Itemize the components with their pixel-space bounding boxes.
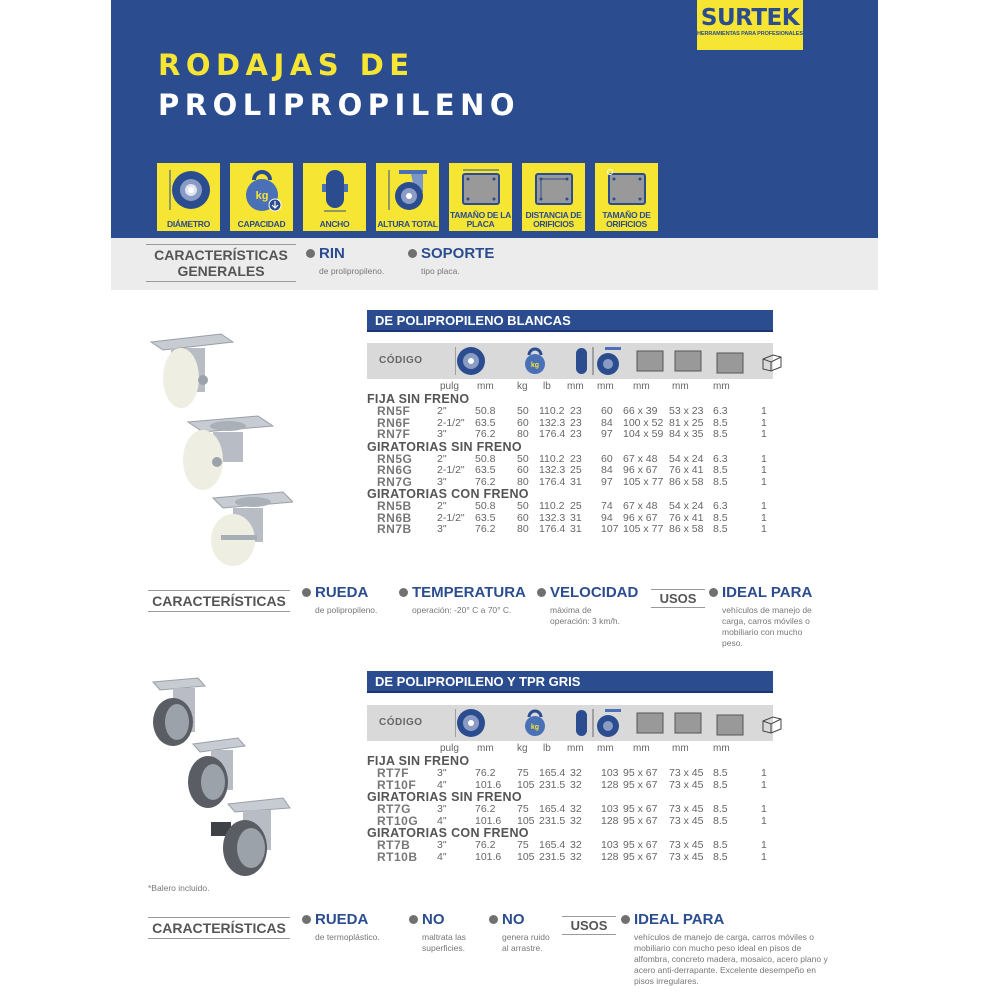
characteristics-title: CARACTERÍSTICAS xyxy=(148,590,290,612)
product-code: RN7G xyxy=(377,474,413,489)
table-cell: 97 xyxy=(601,475,613,488)
legend-label: CAPACIDAD xyxy=(237,219,286,229)
table-cell: 1 xyxy=(761,405,767,417)
group-header: FIJA SIN FRENO xyxy=(367,392,470,406)
table-cell: 76.2 xyxy=(475,428,496,440)
table-row xyxy=(367,474,773,489)
svg-text:kg: kg xyxy=(530,362,540,369)
diameter-icon xyxy=(166,168,212,212)
table-cell: 105 xyxy=(517,778,535,791)
table-cell: 84 xyxy=(601,416,613,429)
table-cell: 110.2 xyxy=(539,405,565,417)
product-code: RT7G xyxy=(377,802,412,816)
feature-desc: máxima de operación: 3 km/h. xyxy=(550,605,620,626)
bullet-icon xyxy=(621,915,630,924)
table-cell: 1 xyxy=(761,452,767,465)
table-cell: 105 xyxy=(517,850,535,863)
product-code: RN6B xyxy=(377,510,412,525)
product-code: RT10G xyxy=(377,813,419,828)
feature-velocidad xyxy=(537,585,647,627)
table-cell: 76.2 xyxy=(475,475,496,488)
table-cell: 32 xyxy=(570,767,582,779)
feature-desc: maltrata las superficies. xyxy=(422,932,466,953)
table-cell: 32 xyxy=(570,839,582,851)
table-cell: 1 xyxy=(761,850,767,863)
package-icon xyxy=(763,355,781,371)
feature-ideal-para xyxy=(709,585,839,649)
table-row xyxy=(367,840,773,852)
feature-desc: tipo placa. xyxy=(421,266,460,276)
table-cell: 8.5 xyxy=(713,814,728,827)
table-cell: 1 xyxy=(761,814,767,827)
table-cell: 3" xyxy=(437,428,447,440)
feature-ideal-para xyxy=(621,912,841,987)
table-cell: 31 xyxy=(570,475,582,488)
table-cell: 74 xyxy=(601,500,613,512)
table-cell: 73 x 45 xyxy=(669,803,704,815)
table-row xyxy=(367,849,773,864)
table-cell: 86 x 58 xyxy=(669,475,704,488)
product-code: RN5F xyxy=(377,404,411,418)
legend-total-height xyxy=(376,163,439,231)
table-cell: 32 xyxy=(570,814,582,827)
table-cell: 4" xyxy=(437,814,447,827)
bullet-icon xyxy=(399,588,408,597)
table-cell: 3" xyxy=(437,523,447,535)
table-cell: 63.5 xyxy=(475,511,496,524)
table-cell: 95 x 67 xyxy=(623,850,658,863)
table-cell: 8.5 xyxy=(713,464,728,476)
table-cell: 104 x 59 xyxy=(623,428,664,440)
table-cell: 107 xyxy=(601,523,619,535)
feature-no-ruido xyxy=(489,912,559,954)
table-row xyxy=(367,524,773,536)
table-cell: 76.2 xyxy=(475,523,496,535)
table-cell: 23 xyxy=(570,405,582,417)
plate-size-icon xyxy=(457,168,505,208)
table-cell: 1 xyxy=(761,839,767,851)
table-cell: 176.4 xyxy=(539,428,566,440)
product-code: RN6F xyxy=(377,415,411,430)
legend-diameter xyxy=(157,163,220,231)
legend-label: DIÁMETRO xyxy=(167,219,210,229)
table-cell: 6.3 xyxy=(713,452,728,465)
table-cell: 73 x 45 xyxy=(669,814,704,827)
feature-head: RUEDA xyxy=(315,584,369,601)
table-body-blancas xyxy=(367,393,773,536)
table-cell: 165.4 xyxy=(539,767,566,779)
table-cell: 50.8 xyxy=(475,452,496,465)
table-cell: 2" xyxy=(437,452,447,465)
table-cell: 105 xyxy=(517,814,535,827)
feature-desc: de polipropileno. xyxy=(315,605,378,615)
table-cell: 63.5 xyxy=(475,416,496,429)
table-cell: 60 xyxy=(517,511,529,524)
catalog-page xyxy=(111,0,878,1000)
hole-distance-icon xyxy=(675,351,701,371)
table-cell: 66 x 39 xyxy=(623,405,658,417)
table-cell: 4" xyxy=(437,778,447,791)
table-cell: 54 x 24 xyxy=(669,500,704,512)
table-cell: 8.5 xyxy=(713,475,728,488)
table-cell: 73 x 45 xyxy=(669,767,704,779)
unit: mm xyxy=(633,743,650,754)
width-icon xyxy=(576,348,587,374)
table-cell: 3" xyxy=(437,475,447,488)
general-characteristics-title xyxy=(146,244,296,282)
feature-rueda xyxy=(302,912,380,943)
table-cell: 67 x 48 xyxy=(623,500,658,512)
table-cell: 23 xyxy=(570,452,582,465)
table-cell: 86 x 58 xyxy=(669,523,704,535)
table-cell: 2" xyxy=(437,405,447,417)
brand-name: SURTEK xyxy=(700,5,800,31)
table-cell: 95 x 67 xyxy=(623,767,658,779)
table-cell: 31 xyxy=(570,523,582,535)
table-cell: 2-1/2" xyxy=(437,511,465,524)
table-cell: 81 x 25 xyxy=(669,416,704,429)
unit: kg xyxy=(517,743,528,754)
table-cell: 25 xyxy=(570,500,582,512)
table-cell: 3" xyxy=(437,839,447,851)
table-cell: 97 xyxy=(601,428,613,440)
table-cell: 63.5 xyxy=(475,464,496,476)
table-cell: 8.5 xyxy=(713,523,728,535)
group-header: GIRATORIAS SIN FRENO xyxy=(367,790,522,804)
hole-size-icon xyxy=(717,353,743,373)
legend-hole-distance xyxy=(522,163,585,231)
table-cell: 1 xyxy=(761,475,767,488)
table-header-icons xyxy=(455,707,795,739)
table-cell: 176.4 xyxy=(539,523,566,535)
bullet-icon xyxy=(489,915,498,924)
feature-rin xyxy=(306,246,384,277)
table-cell: 80 xyxy=(517,475,529,488)
table-cell: 1 xyxy=(761,767,767,779)
table-cell: 96 x 67 xyxy=(623,511,658,524)
table-cell: 103 xyxy=(601,839,619,851)
legend-width xyxy=(303,163,366,231)
feature-head: RIN xyxy=(319,245,345,262)
table-cell: 60 xyxy=(517,464,529,476)
table-cell: 1 xyxy=(761,464,767,476)
table-cell: 8.5 xyxy=(713,428,728,440)
feature-head: NO xyxy=(502,911,525,928)
table-cell: 8.5 xyxy=(713,767,728,779)
table-cell: 73 x 45 xyxy=(669,850,704,863)
feature-head: SOPORTE xyxy=(421,245,495,262)
table-cell: 31 xyxy=(570,511,582,524)
table-body-tpr-gris xyxy=(367,755,773,863)
table-cell: 80 xyxy=(517,523,529,535)
group-header: GIRATORIAS CON FRENO xyxy=(367,826,529,840)
table-cell: 8.5 xyxy=(713,850,728,863)
table-cell: 132.3 xyxy=(539,416,566,429)
product-code: RN5G xyxy=(377,451,413,466)
table-row xyxy=(367,406,773,418)
table-cell: 84 x 35 xyxy=(669,428,704,440)
group-header: GIRATORIAS SIN FRENO xyxy=(367,439,522,454)
product-code: RN6G xyxy=(377,463,413,477)
table-cell: 101.6 xyxy=(475,814,502,827)
table-cell: 23 xyxy=(570,416,582,429)
unit: mm xyxy=(567,381,584,392)
group-header: GIRATORIAS CON FRENO xyxy=(367,487,529,501)
table-cell: 54 x 24 xyxy=(669,452,704,465)
width-icon xyxy=(315,168,355,212)
product-code: RT10F xyxy=(377,777,417,792)
table-cell: 76.2 xyxy=(475,767,496,779)
table-cell: 73 x 45 xyxy=(669,839,704,851)
table-cell: 32 xyxy=(570,803,582,815)
table-cell: 1 xyxy=(761,778,767,791)
table-cell: 105 x 77 xyxy=(623,475,664,488)
table-row xyxy=(367,768,773,780)
table-cell: 50.8 xyxy=(475,405,496,417)
legend-label: ANCHO xyxy=(319,219,350,229)
table-cell: 2-1/2" xyxy=(437,464,465,476)
feature-temperatura xyxy=(399,585,529,616)
table-cell: 50 xyxy=(517,405,529,417)
group-header: FIJA SIN FRENO xyxy=(367,754,470,768)
hole-distance-icon xyxy=(530,168,578,208)
table-cell: 231.5 xyxy=(539,850,566,863)
table-cell: 103 xyxy=(601,767,619,779)
table-cell: 75 xyxy=(517,803,529,815)
unit: pulg xyxy=(440,743,459,754)
section-title-blancas: DE POLIPROPILENO BLANCAS xyxy=(367,310,773,332)
plate-size-icon xyxy=(637,351,663,371)
table-cell: 8.5 xyxy=(713,803,728,815)
footnote: *Balero incluido. xyxy=(148,883,210,893)
page-title-line2: PROLIPROPILENO xyxy=(158,88,521,122)
table-cell: 84 xyxy=(601,464,613,476)
bullet-icon xyxy=(537,588,546,597)
unit: mm xyxy=(672,743,689,754)
svg-text:kg: kg xyxy=(530,724,540,731)
table-cell: 6.3 xyxy=(713,500,728,512)
feature-desc: vehículos de manejo de carga, carros móviles o mobiliario con mucho peso. xyxy=(722,605,812,648)
hole-size-icon xyxy=(603,168,651,208)
table-cell: 6.3 xyxy=(713,405,728,417)
feature-desc: de termoplástico. xyxy=(315,932,380,942)
table-cell: 128 xyxy=(601,814,619,827)
product-code: RT7F xyxy=(377,766,409,780)
unit: mm xyxy=(713,381,730,392)
product-code: RN5B xyxy=(377,499,412,513)
table-cell: 132.3 xyxy=(539,464,566,476)
table-cell: 50.8 xyxy=(475,500,496,512)
feature-head: IDEAL PARA xyxy=(722,584,813,601)
table-cell: 132.3 xyxy=(539,511,566,524)
table-cell: 96 x 67 xyxy=(623,464,658,476)
table-cell: 76.2 xyxy=(475,803,496,815)
table-cell: 75 xyxy=(517,839,529,851)
page-title-line1: RODAJAS DE xyxy=(158,48,415,82)
table-cell: 1 xyxy=(761,500,767,512)
table-cell: 100 x 52 xyxy=(623,416,664,429)
table-cell: 32 xyxy=(570,850,582,863)
bullet-icon xyxy=(709,588,718,597)
table-cell: 1 xyxy=(761,511,767,524)
feature-head: IDEAL PARA xyxy=(634,911,725,928)
usos-label: USOS xyxy=(651,589,705,608)
table-cell: 3" xyxy=(437,767,447,779)
table-cell: 2" xyxy=(437,500,447,512)
table-cell: 103 xyxy=(601,803,619,815)
table-header-icons xyxy=(455,345,795,377)
table-row xyxy=(367,813,773,828)
legend-hole-size xyxy=(595,163,658,231)
table-cell: 76 x 41 xyxy=(669,464,704,476)
table-cell: 76.2 xyxy=(475,839,496,851)
table-cell: 231.5 xyxy=(539,814,566,827)
feature-desc: de prolipropileno. xyxy=(319,266,385,276)
table-row xyxy=(367,777,773,792)
unit: mm xyxy=(672,381,689,392)
feature-head: RUEDA xyxy=(315,911,369,928)
table-cell: 75 xyxy=(517,767,529,779)
table-cell: 165.4 xyxy=(539,839,566,851)
column-codigo: CÓDIGO xyxy=(379,355,423,366)
table-cell: 8.5 xyxy=(713,511,728,524)
gray-caster-image xyxy=(133,672,293,882)
table-cell: 165.4 xyxy=(539,803,566,815)
title-line: CARACTERÍSTICAS xyxy=(154,247,288,263)
legend-icons xyxy=(157,163,658,231)
table-cell: 1 xyxy=(761,523,767,535)
table-cell: 105 x 77 xyxy=(623,523,664,535)
table-cell: 95 x 67 xyxy=(623,839,658,851)
table-cell: 25 xyxy=(570,464,582,476)
table-cell: 176.4 xyxy=(539,475,566,488)
column-codigo: CÓDIGO xyxy=(379,717,423,728)
table-cell: 95 x 67 xyxy=(623,814,658,827)
svg-text:kg: kg xyxy=(255,190,268,202)
unit: mm xyxy=(477,381,494,392)
unit: lb xyxy=(543,381,551,392)
unit: mm xyxy=(633,381,650,392)
table-cell: 76 x 41 xyxy=(669,511,704,524)
table-header-tpr-gris xyxy=(367,705,773,741)
bullet-icon xyxy=(408,249,417,258)
table-cell: 101.6 xyxy=(475,850,502,863)
table-cell: 128 xyxy=(601,778,619,791)
title-line: GENERALES xyxy=(177,263,265,279)
feature-head: VELOCIDAD xyxy=(550,584,639,601)
table-cell: 110.2 xyxy=(539,500,565,512)
table-cell: 3" xyxy=(437,803,447,815)
table-cell: 23 xyxy=(570,428,582,440)
unit: mm xyxy=(597,381,614,392)
table-cell: 231.5 xyxy=(539,778,566,791)
unit: kg xyxy=(517,381,528,392)
table-row xyxy=(367,501,773,513)
table-cell: 60 xyxy=(601,405,613,417)
table-cell: 50 xyxy=(517,452,529,465)
unit: mm xyxy=(597,743,614,754)
table-cell: 60 xyxy=(517,416,529,429)
feature-desc: vehículos de manejo de carga, carros móviles o mobiliario con mucho peso ideal en pisos de alfombra, concreto madera, mosaico, acero plano y acero anti-derrapante. Excelente desempeño en pisos irregulares. xyxy=(634,932,828,986)
table-cell: 2-1/2" xyxy=(437,416,465,429)
surtek-logo xyxy=(697,0,803,50)
white-caster-image xyxy=(133,320,293,570)
section-title-tpr-gris: DE POLIPROPILENO Y TPR GRIS xyxy=(367,671,773,693)
feature-head: TEMPERATURA xyxy=(412,584,526,601)
table-cell: 67 x 48 xyxy=(623,452,658,465)
table-row xyxy=(367,429,773,441)
table-cell: 8.5 xyxy=(713,778,728,791)
characteristics-title: CARACTERÍSTICAS xyxy=(148,917,290,939)
unit: lb xyxy=(543,743,551,754)
bullet-icon xyxy=(409,915,418,924)
product-code: RT10B xyxy=(377,849,418,864)
bullet-icon xyxy=(302,588,311,597)
table-cell: 8.5 xyxy=(713,416,728,429)
table-row xyxy=(367,465,773,477)
table-cell: 101.6 xyxy=(475,778,502,791)
feature-desc: genera ruido al arrastre. xyxy=(502,932,550,953)
table-cell: 110.2 xyxy=(539,452,565,465)
table-cell: 8.5 xyxy=(713,839,728,851)
feature-no-maltrata xyxy=(409,912,479,954)
table-cell: 1 xyxy=(761,416,767,429)
table-cell: 50 xyxy=(517,500,529,512)
table-cell: 1 xyxy=(761,428,767,440)
legend-label: TAMAÑO DE LA PLACA xyxy=(450,210,511,229)
legend-plate-size xyxy=(449,163,512,231)
product-code: RN7B xyxy=(377,522,412,536)
table-cell: 95 x 67 xyxy=(623,778,658,791)
product-code: RN7F xyxy=(377,427,411,441)
unit: mm xyxy=(567,743,584,754)
general-characteristics xyxy=(111,238,878,290)
table-cell: 95 x 67 xyxy=(623,803,658,815)
legend-capacity xyxy=(230,163,293,231)
table-header-blancas xyxy=(367,343,773,379)
unit: mm xyxy=(713,743,730,754)
unit: mm xyxy=(477,743,494,754)
brand-tagline: HERRAMIENTAS PARA PROFESIONALES xyxy=(697,31,803,37)
table-cell: 73 x 45 xyxy=(669,778,704,791)
bullet-icon xyxy=(306,249,315,258)
table-cell: 4" xyxy=(437,850,447,863)
feature-rueda xyxy=(302,585,377,616)
capacity-weight-icon xyxy=(239,168,285,214)
table-cell: 32 xyxy=(570,778,582,791)
legend-label: TAMAÑO DE ORIFICIOS xyxy=(602,210,651,229)
hero-banner xyxy=(111,0,878,238)
feature-soporte xyxy=(408,246,494,277)
bullet-icon xyxy=(302,915,311,924)
legend-label: ALTURA TOTAL xyxy=(377,219,438,229)
product-code: RT7B xyxy=(377,838,411,852)
table-row xyxy=(367,804,773,816)
unit: pulg xyxy=(440,381,459,392)
feature-desc: operación: -20° C a 70° C. xyxy=(412,605,512,615)
total-height-icon xyxy=(385,168,431,212)
legend-label: DISTANCIA DE ORIFICIOS xyxy=(525,210,582,229)
usos-label: USOS xyxy=(562,916,616,935)
table-cell: 128 xyxy=(601,850,619,863)
feature-head: NO xyxy=(422,911,445,928)
table-cell: 60 xyxy=(601,452,613,465)
table-cell: 80 xyxy=(517,428,529,440)
table-cell: 94 xyxy=(601,511,613,524)
table-cell: 53 x 23 xyxy=(669,405,704,417)
table-cell: 1 xyxy=(761,803,767,815)
